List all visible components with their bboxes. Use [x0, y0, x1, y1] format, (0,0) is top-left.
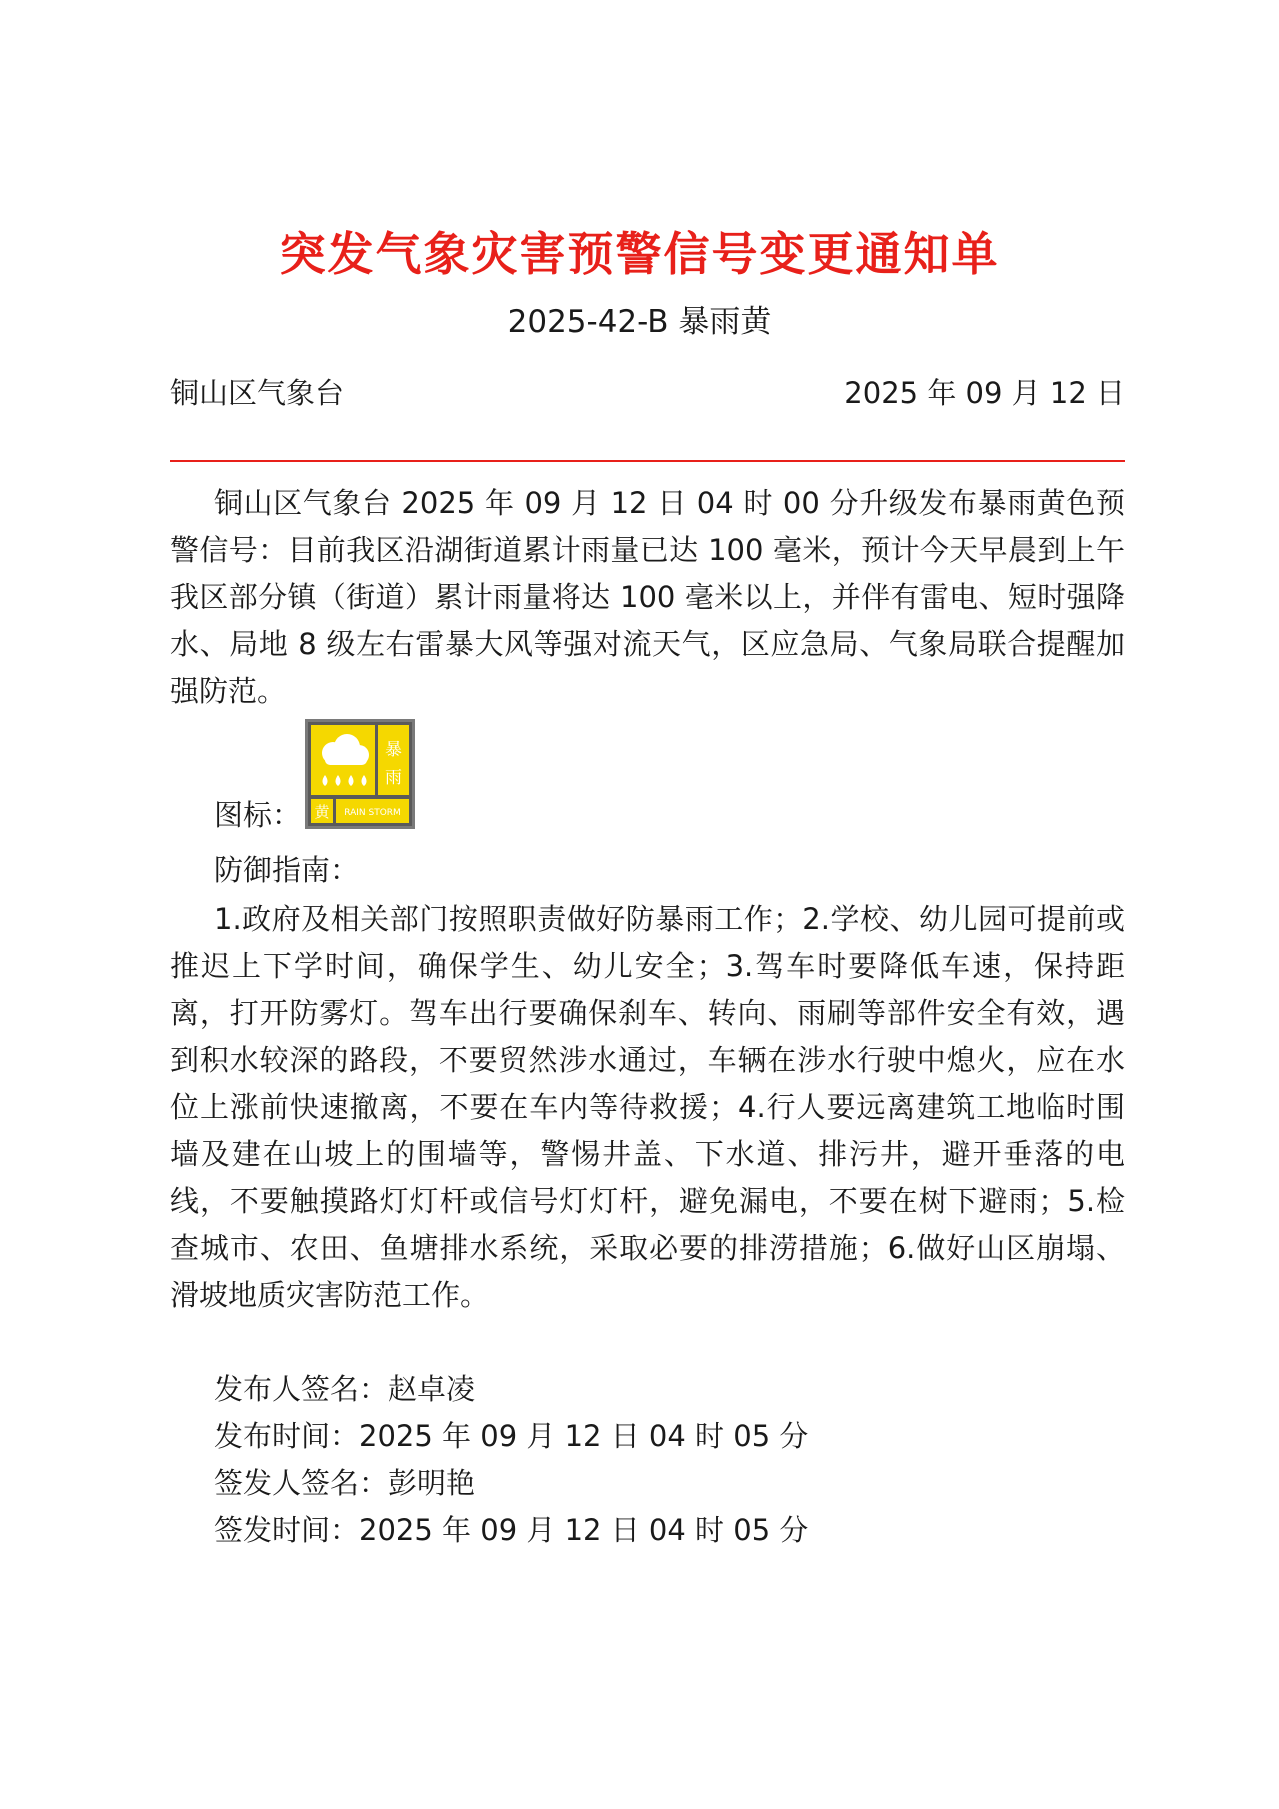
document-code: 2025-42-B 暴雨黄 — [507, 304, 772, 340]
icon-top-char-1: 暴 — [385, 740, 402, 760]
publish-time-label: 发布时间： — [214, 1419, 360, 1453]
icon-bottom-right-text: RAIN STORM — [344, 808, 401, 818]
sign-time-label: 签发时间： — [214, 1513, 360, 1547]
intro-paragraph: 铜山区气象台 2025 年 09 月 12 日 04 时 00 分升级发布暴雨黄色预警信号：目前我区沿湖街道累计雨量已达 100 毫米，预计今天早晨到上午我区部分镇（街道）累计雨量将达 100 毫米以上，并伴有雷电、短时强降水、局地 8 级左右雷暴大风等强对流天气，区应急局、气象局联合提醒加强防范。 — [170, 486, 1125, 708]
signer-line — [214, 1461, 475, 1505]
icon-label: 图标： — [214, 798, 302, 832]
red-divider — [170, 460, 1125, 462]
rainstorm-yellow-warning-icon — [305, 719, 415, 829]
publish-time-value: 2025 年 09 月 12 日 04 时 05 分 — [359, 1419, 809, 1453]
signer-name: 彭明艳 — [388, 1466, 476, 1500]
issue-date: 2025 年 09 月 12 日 — [844, 376, 1125, 410]
guide-paragraph: 1.政府及相关部门按照职责做好防暴雨工作；2.学校、幼儿园可提前或推迟上下学时间，确保学生、幼儿安全；3.驾车时要降低车速，保持距离，打开防雾灯。驾车出行要确保刹车、转向、雨刷等部件安全有效，遇到积水较深的路段，不要贸然涉水通过，车辆在涉水行驶中熄火，应在水位上涨前快速撤离，不要在车内等待救援；4.行人要远离建筑工地临时围墙及建在山坡上的围墙等，警惕井盖、下水道、排污井，避开垂落的电线，不要触摸路灯灯杆或信号灯灯杆，避免漏电，不要在树下避雨；5.检查城市、农田、鱼塘排水系统，采取必要的排涝措施；6.做好山区崩塌、滑坡地质灾害防范工作。 — [170, 902, 1125, 1312]
icon-top-char-2: 雨 — [385, 768, 402, 788]
sign-time-value: 2025 年 09 月 12 日 04 时 05 分 — [359, 1513, 809, 1547]
publisher-label: 发布人签名： — [214, 1372, 389, 1406]
icon-bottom-left-text: 黄 — [314, 803, 330, 821]
signer-label: 签发人签名： — [214, 1466, 389, 1500]
sign-time-line — [214, 1508, 808, 1552]
publish-time-line — [214, 1414, 808, 1458]
publisher-line — [214, 1367, 475, 1411]
agency-name: 铜山区气象台 — [170, 376, 345, 410]
header-row — [170, 371, 1125, 415]
page-title: 突发气象灾害预警信号变更通知单 — [279, 227, 1000, 281]
guide-heading: 防御指南： — [214, 853, 360, 887]
publisher-name: 赵卓凌 — [388, 1372, 476, 1406]
